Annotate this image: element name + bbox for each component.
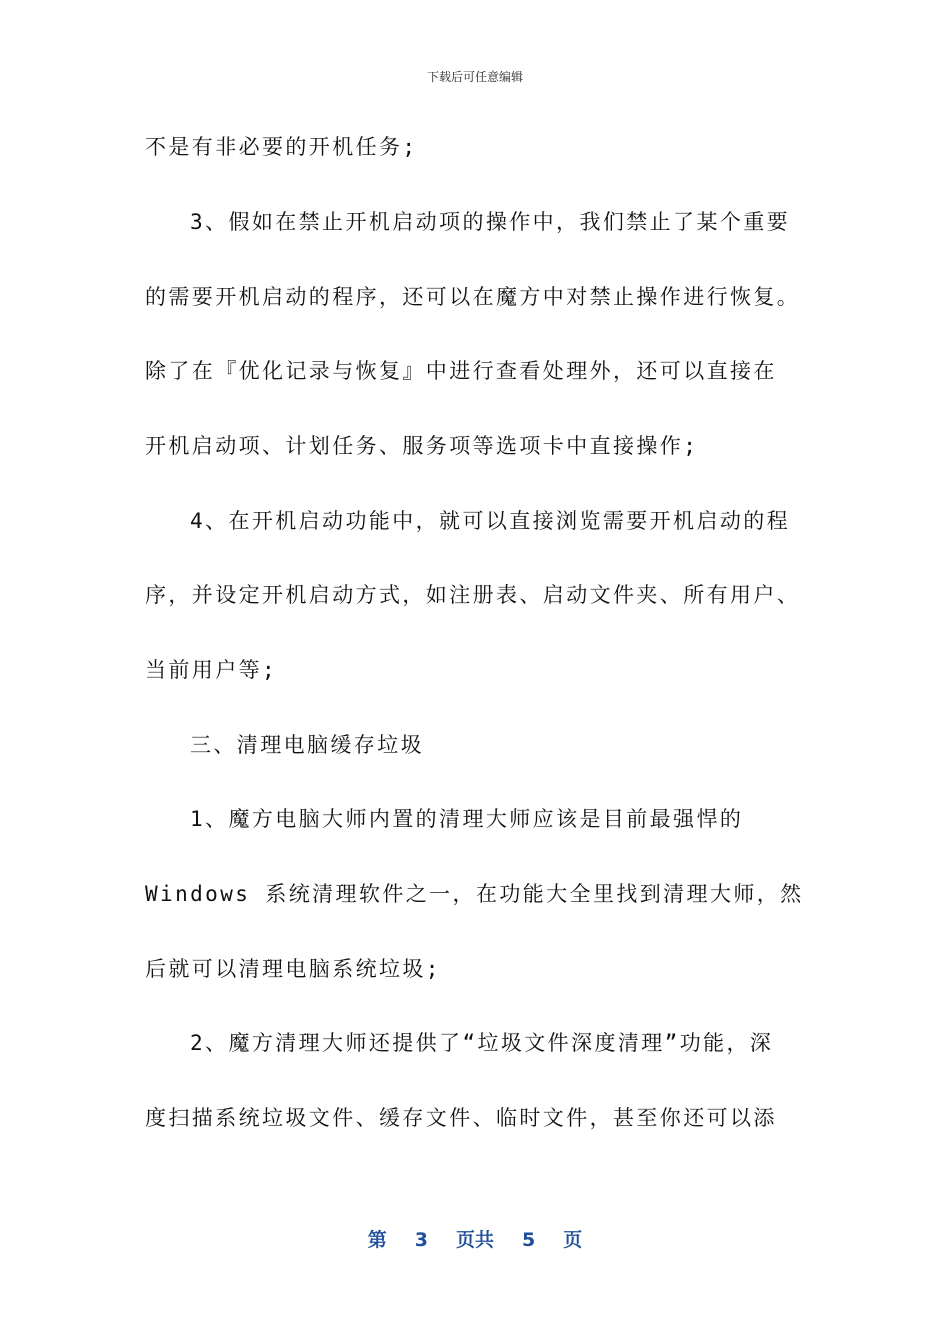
footer-ye-gong: 页共 <box>455 1229 494 1251</box>
footer-total-pages: 5 <box>522 1229 536 1251</box>
text-line: 3、假如在禁止开机启动项的操作中，我们禁止了某个重要 <box>190 210 791 234</box>
text-line: Windows 系统清理软件之一，在功能大全里找到清理大师，然 <box>145 882 804 906</box>
text-line: 不是有非必要的开机任务; <box>145 135 418 159</box>
text-line: 当前用户等; <box>145 658 278 682</box>
text-line: 开机启动项、计划任务、服务项等选项卡中直接操作; <box>145 434 699 458</box>
section-heading: 三、清理电脑缓存垃圾 <box>190 733 424 757</box>
text-line: 的需要开机启动的程序，还可以在魔方中对禁止操作进行恢复。 <box>145 285 801 309</box>
page-header-note: 下载后可任意编辑 <box>426 70 523 84</box>
text-line: 后就可以清理电脑系统垃圾; <box>145 957 441 981</box>
text-line: 除了在『优化记录与恢复』中进行查看处理外，还可以直接在 <box>145 359 777 383</box>
footer-page-number: 3 <box>414 1229 428 1251</box>
text-line: 4、在开机启动功能中，就可以直接浏览需要开机启动的程 <box>190 509 791 533</box>
text-line: 2、魔方清理大师还提供了“垃圾文件深度清理”功能，深 <box>190 1031 774 1055</box>
page-footer <box>0 1225 950 1252</box>
text-line: 度扫描系统垃圾文件、缓存文件、临时文件，甚至你还可以添 <box>145 1106 777 1130</box>
text-line: 1、魔方电脑大师内置的清理大师应该是目前最强悍的 <box>190 807 744 831</box>
text-line: 序，并设定开机启动方式，如注册表、启动文件夹、所有用户、 <box>145 583 801 607</box>
footer-di: 第 <box>367 1229 387 1251</box>
footer-ye: 页 <box>563 1229 583 1251</box>
